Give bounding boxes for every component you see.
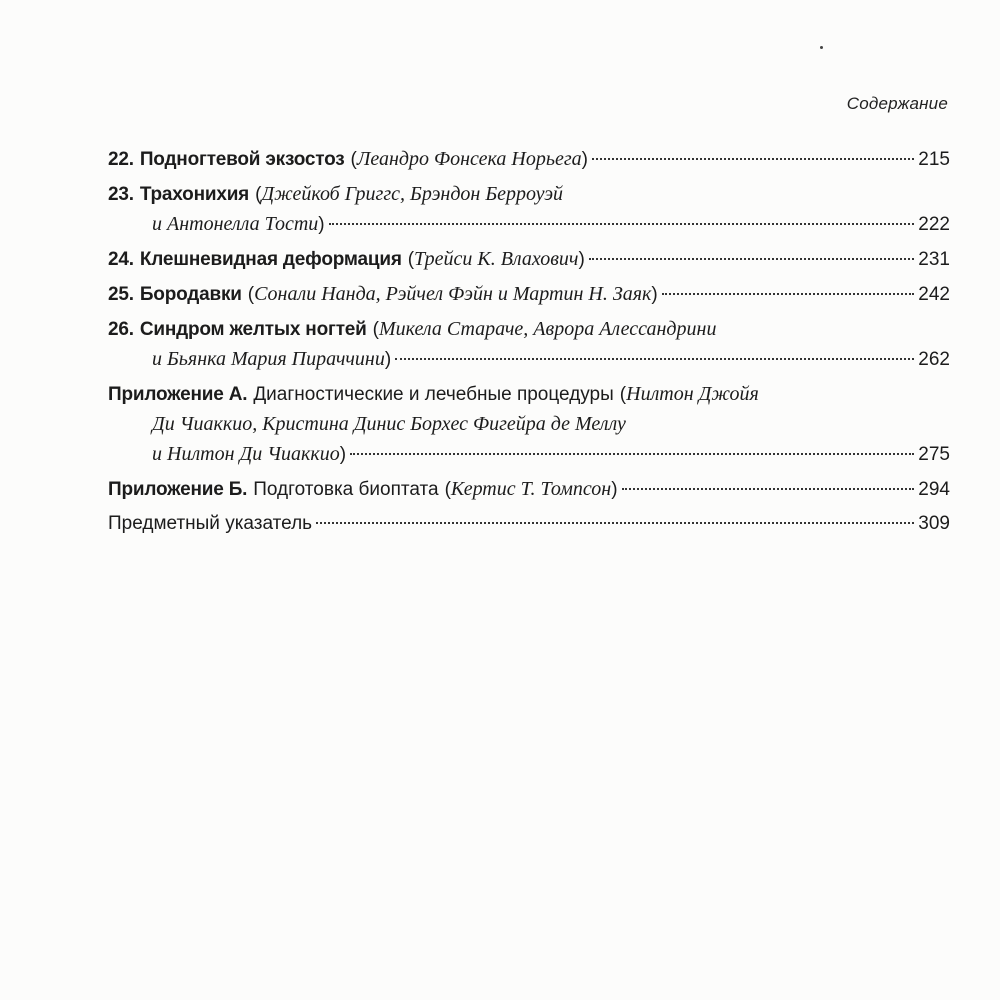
chapter-authors-continued: и Бьянка Мария Пираччини <box>152 348 385 370</box>
chapter-authors: Леандро Фонсека Норьега <box>356 148 582 170</box>
chapter-number: 23. <box>108 184 134 205</box>
chapter-authors-continued: и Антонелла Тости <box>152 213 319 235</box>
chapter-authors: Сонали Нанда, Рэйчел Фэйн и Мартин Н. Заяк <box>254 283 652 305</box>
chapter-number: 25. <box>108 284 134 305</box>
dot-leader <box>395 358 914 360</box>
chapter-title: Трахонихия <box>139 184 250 205</box>
toc-entry-22[interactable]: 22. Подногтевой экзостоз ( Леандро Фонсека Норьега ) 215 <box>108 144 950 174</box>
appendix-title: Подготовка биоптата <box>253 479 439 500</box>
toc-entry-24[interactable]: 24. Клешневидная деформация ( Трейси К. Влахович ) 231 <box>108 244 950 274</box>
dot-leader <box>316 522 914 524</box>
chapter-authors: Трейси К. Влахович <box>414 248 579 270</box>
chapter-number: 26. <box>108 319 134 340</box>
page-number: 231 <box>918 249 950 270</box>
toc-entry-26[interactable]: 26. Синдром желтых ногтей ( Микела Стараче, Аврора Алессандрини и Бьянка Мария Пираччини ) 262 <box>108 314 950 374</box>
running-head: Содержание <box>846 94 948 113</box>
page-number: 215 <box>918 149 950 170</box>
appendix-authors-continued: и Нилтон Ди Чиаккио <box>152 443 340 465</box>
appendix-authors: Нилтон Джойя <box>626 383 759 405</box>
dot-leader <box>329 223 915 225</box>
chapter-title: Синдром желтых ногтей <box>139 319 367 340</box>
appendix-label: Приложение Б. <box>108 479 248 500</box>
page-number: 262 <box>918 349 950 370</box>
appendix-authors-continued: Ди Чиаккио, Кристина Динис Борхес Фигейра де Меллу <box>152 413 626 435</box>
chapter-authors: Микела Стараче, Аврора Алессандрини <box>378 318 717 340</box>
toc-entry-25[interactable]: 25. Бородавки ( Сонали Нанда, Рэйчел Фэйн и Мартин Н. Заяк ) 242 <box>108 279 950 309</box>
dot-leader <box>592 158 914 160</box>
page-number: 309 <box>918 513 950 534</box>
appendix-title: Диагностические и лечебные процедуры <box>253 384 614 405</box>
page-number: 294 <box>918 479 950 500</box>
toc-entry-appendix-a[interactable]: Приложение А. Диагностические и лечебные процедуры ( Нилтон Джойя Ди Чиаккио, Кристина Динис Борхес Фигейра де Меллу и Нилтон Ди Чиаккио ) 275 <box>108 379 950 469</box>
toc-entry-appendix-b[interactable]: Приложение Б. Подготовка биоптата ( Кертис Т. Томпсон ) 294 <box>108 474 950 504</box>
toc-entry-index[interactable] <box>108 509 950 539</box>
chapter-authors: Джейкоб Григгс, Брэндон Берроуэй <box>261 183 564 205</box>
page-number: 222 <box>918 214 950 235</box>
chapter-title: Подногтевой экзостоз <box>139 149 345 170</box>
print-speck <box>820 46 823 49</box>
page-number: 275 <box>918 444 950 465</box>
chapter-title: Бородавки <box>139 284 242 305</box>
chapter-number: 24. <box>108 249 134 270</box>
chapter-title: Клешневидная деформация <box>139 249 402 270</box>
dot-leader <box>350 453 914 455</box>
page-number: 242 <box>918 284 950 305</box>
dot-leader <box>589 258 914 260</box>
chapter-number: 22. <box>108 149 134 170</box>
appendix-label: Приложение А. <box>108 384 248 405</box>
index-title: Предметный указатель <box>108 513 313 534</box>
toc-entry-23[interactable]: 23. Трахонихия ( Джейкоб Григгс, Брэндон Берроуэй и Антонелла Тости ) 222 <box>108 179 950 239</box>
table-of-contents <box>108 144 950 544</box>
appendix-authors: Кертис Т. Томпсон <box>450 478 612 500</box>
dot-leader <box>662 293 915 295</box>
dot-leader <box>622 488 915 490</box>
